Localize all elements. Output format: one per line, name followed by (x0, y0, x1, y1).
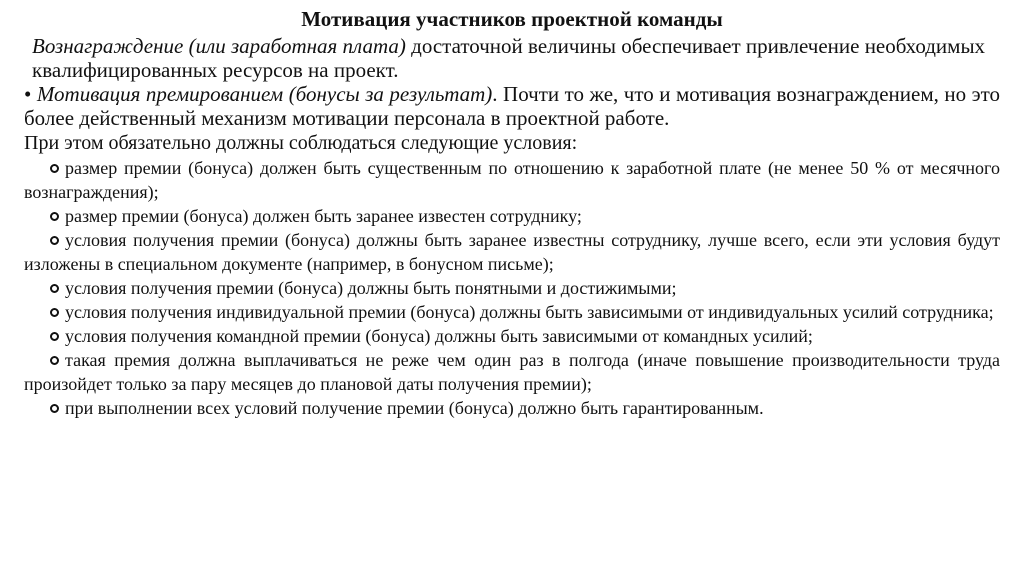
list-item (24, 300, 1000, 324)
list-item (24, 156, 1000, 204)
intro-italic-term: Вознаграждение (или заработная плата) (32, 34, 406, 58)
bonus-text: . Почти то же, что и мотивация вознаграждением, но это более действенный механизм мотивации персонала в проектной работе. (24, 82, 1000, 130)
intro-paragraph (24, 34, 1000, 82)
hollow-circle-icon (50, 332, 59, 341)
list-item-text: условия получения индивидуальной премии (бонуса) должны быть зависимыми от индивидуальных усилий сотрудника; (65, 302, 994, 322)
bonus-italic-term: Мотивация премированием (бонусы за результат) (36, 82, 493, 106)
list-item (24, 348, 1000, 396)
hollow-circle-icon (50, 404, 59, 413)
page-title: Мотивация участников проектной команды (301, 7, 723, 31)
hollow-circle-icon (50, 164, 59, 173)
list-item-text: условия получения премии (бонуса) должны быть заранее известны сотруднику, лучше всего, если эти условия будут изложены в специальном документе (например, в бонусном письме); (24, 230, 1000, 274)
list-item (24, 396, 1000, 420)
hollow-circle-icon (50, 212, 59, 221)
list-item-text: размер премии (бонуса) должен быть заранее известен сотруднику; (65, 206, 582, 226)
list-item-text: условия получения командной премии (бонуса) должны быть зависимыми от командных усилий; (65, 326, 813, 346)
list-item (24, 324, 1000, 348)
hollow-circle-icon (50, 356, 59, 365)
list-item-text: условия получения премии (бонуса) должны быть понятными и достижимыми; (65, 278, 677, 298)
list-item (24, 204, 1000, 228)
conditions-heading: При этом обязательно должны соблюдаться следующие условия: (24, 132, 578, 154)
conditions-list (24, 156, 1000, 420)
list-item-text: при выполнении всех условий получение премии (бонуса) должно быть гарантированным. (65, 398, 764, 418)
list-item-text: такая премия должна выплачиваться не реже чем один раз в полгода (иначе повышение производительности труда произойдет только за пару месяцев до плановой даты получения премии); (24, 350, 1000, 394)
bonus-paragraph (24, 82, 1000, 130)
hollow-circle-icon (50, 308, 59, 317)
list-item (24, 276, 1000, 300)
intro-text: достаточной величины обеспечивает привлечение необходимых квалифицированных ресурсов на проект. (32, 34, 986, 82)
hollow-circle-icon (50, 236, 59, 245)
bonus-bullet: • (24, 82, 32, 106)
list-item-text: размер премии (бонуса) должен быть существенным по отношению к заработной плате (не менее 50 % от месячного вознаграждения); (24, 158, 1000, 202)
hollow-circle-icon (50, 284, 59, 293)
list-item (24, 228, 1000, 276)
